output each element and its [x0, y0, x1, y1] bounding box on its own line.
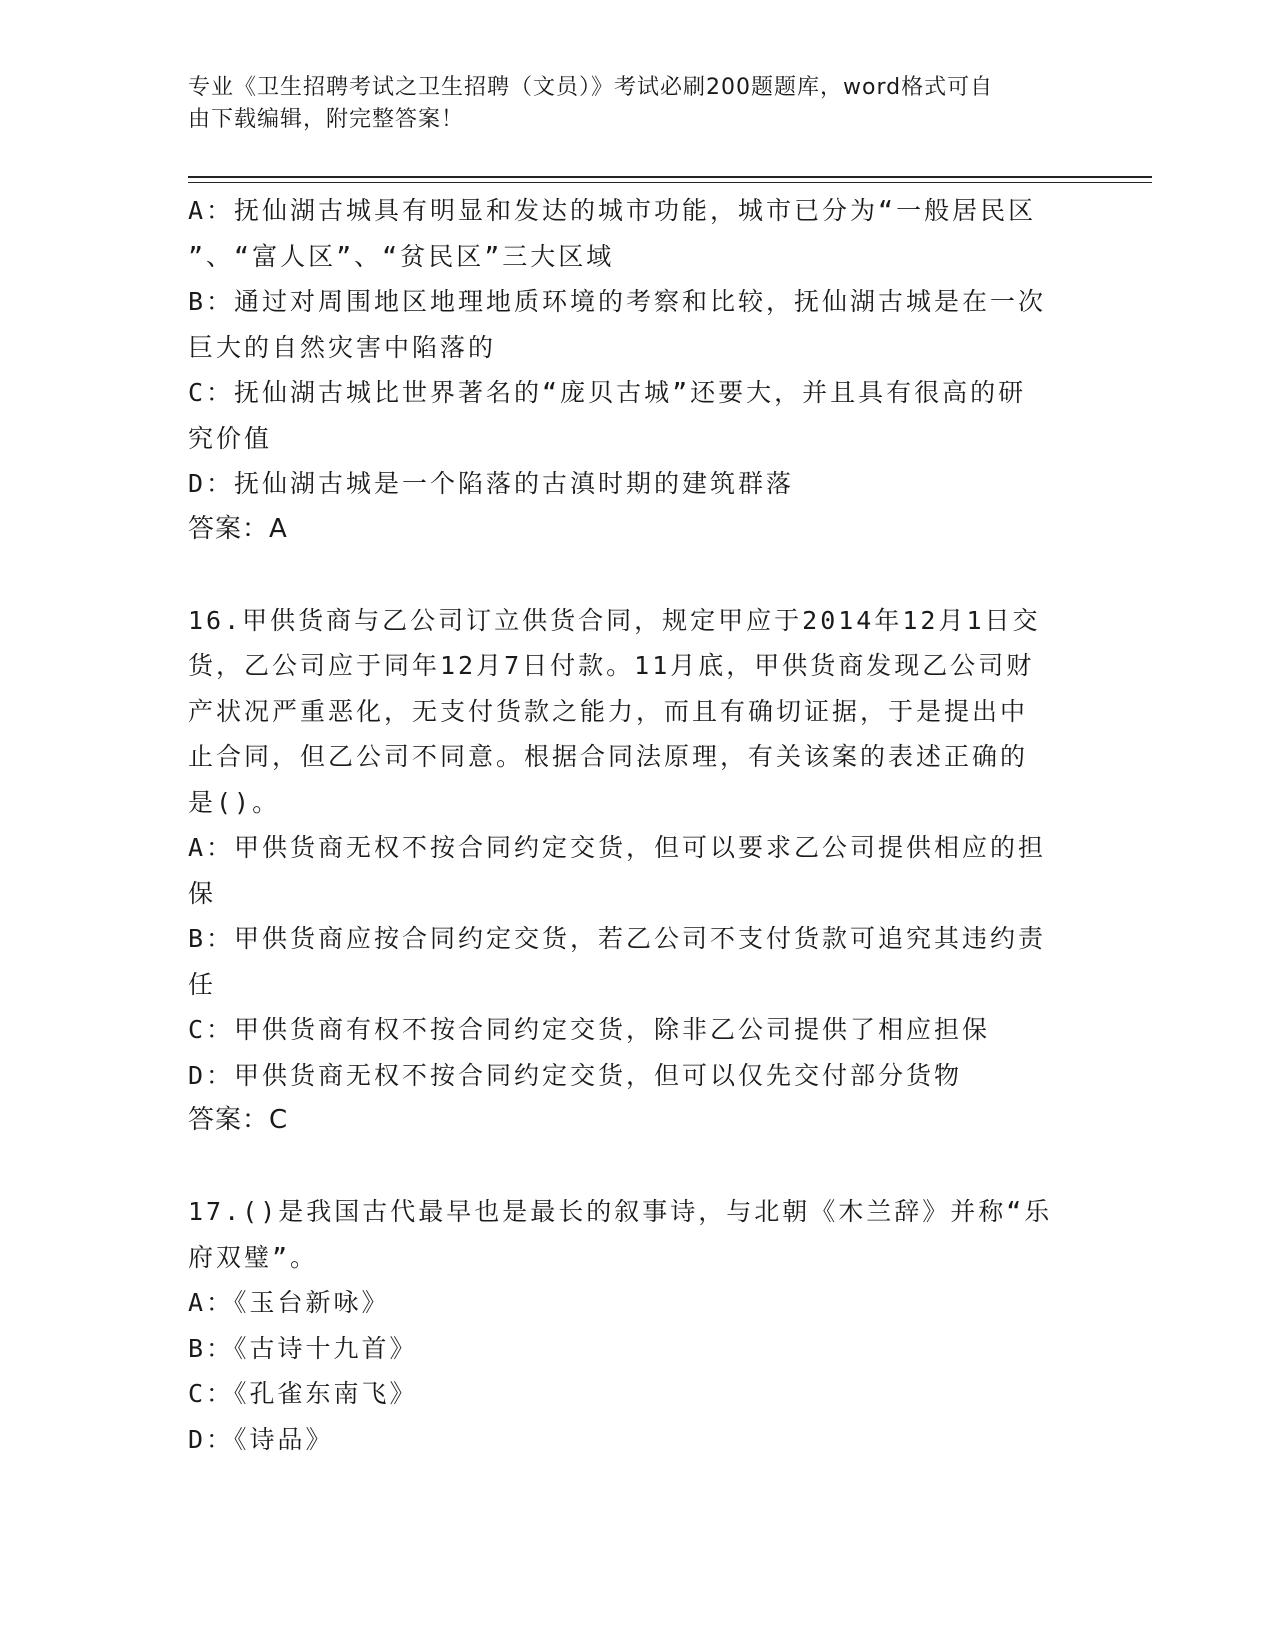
q16-stem-line-1: 16.甲供货商与乙公司订立供货合同，规定甲应于2014年12月1日交: [188, 605, 1041, 635]
q15-option-a-line-2: ”、“富人区”、“贫民区”三大区域: [188, 241, 615, 271]
header-divider-thin: [188, 182, 1152, 183]
q16-option-a-line-2: 保: [188, 878, 217, 908]
q16-answer: 答案：C: [188, 1105, 289, 1135]
q15-option-c-line-2: 究价值: [188, 423, 273, 453]
q15-option-c-line-1: C：抚仙湖古城比世界著名的“庞贝古城”还要大，并且具有很高的研: [188, 378, 1027, 407]
page-header: [188, 72, 1068, 136]
q17-option-d: D：《诗品》: [188, 1424, 334, 1454]
q15-option-d-line-1: D：抚仙湖古城是一个陷落的古滇时期的建筑群落: [188, 469, 795, 498]
q15-option-a-line-1: A：抚仙湖古城具有明显和发达的城市功能，城市已分为“一般居民区: [188, 196, 1037, 225]
q17-option-a: A：《玉台新咏》: [188, 1288, 390, 1317]
q15-option-b-line-1: B：通过对周围地区地理地质环境的考察和比较，抚仙湖古城是在一次: [188, 287, 1047, 316]
q17-option-b: B：《古诗十九首》: [188, 1333, 418, 1363]
q16-option-d-line-1: D：甲供货商无权不按合同约定交货，但可以仅先交付部分货物: [188, 1060, 963, 1090]
q16-option-b-line-2: 任: [188, 969, 217, 999]
question-16-block: [188, 598, 1088, 1144]
header-line-1: 专业《卫生招聘考试之卫生招聘（文员）》考试必刷200题题库，word格式可自: [188, 75, 994, 100]
question-17-block: [188, 1189, 1088, 1462]
q16-option-b-line-1: B：甲供货商应按合同约定交货，若乙公司不支付货款可追究其违约责: [188, 924, 1047, 953]
q17-option-c: C：《孔雀东南飞》: [188, 1379, 418, 1408]
q15-option-b-line-2: 巨大的自然灾害中陷落的: [188, 332, 497, 362]
q16-option-c-line-1: C：甲供货商有权不按合同约定交货，除非乙公司提供了相应担保: [188, 1015, 991, 1044]
q16-stem-line-4: 止合同，但乙公司不同意。根据合同法原理，有关该案的表述正确的: [188, 742, 1029, 771]
q16-option-a-line-1: A：甲供货商无权不按合同约定交货，但可以要求乙公司提供相应的担: [188, 833, 1047, 862]
q17-stem-line-2: 府双璧”。: [188, 1242, 319, 1272]
q16-stem-line-5: 是()。: [188, 787, 281, 817]
question-content: [188, 188, 1088, 1462]
q16-stem-line-3: 产状况严重恶化，无支付货款之能力，而且有确切证据，于是提出中: [188, 696, 1029, 726]
q15-answer: 答案：A: [188, 513, 288, 544]
question-15-block: [188, 188, 1088, 552]
q17-stem-line-1: 17.()是我国古代最早也是最长的叙事诗，与北朝《木兰辞》并称“乐: [188, 1197, 1053, 1226]
spacer: [188, 552, 1088, 598]
q16-stem-line-2: 货，乙公司应于同年12月7日付款。11月底，甲供货商发现乙公司财: [188, 651, 1035, 680]
header-line-2: 由下载编辑，附完整答案！: [188, 107, 465, 132]
header-divider-thick: [188, 176, 1152, 178]
spacer: [188, 1144, 1088, 1190]
